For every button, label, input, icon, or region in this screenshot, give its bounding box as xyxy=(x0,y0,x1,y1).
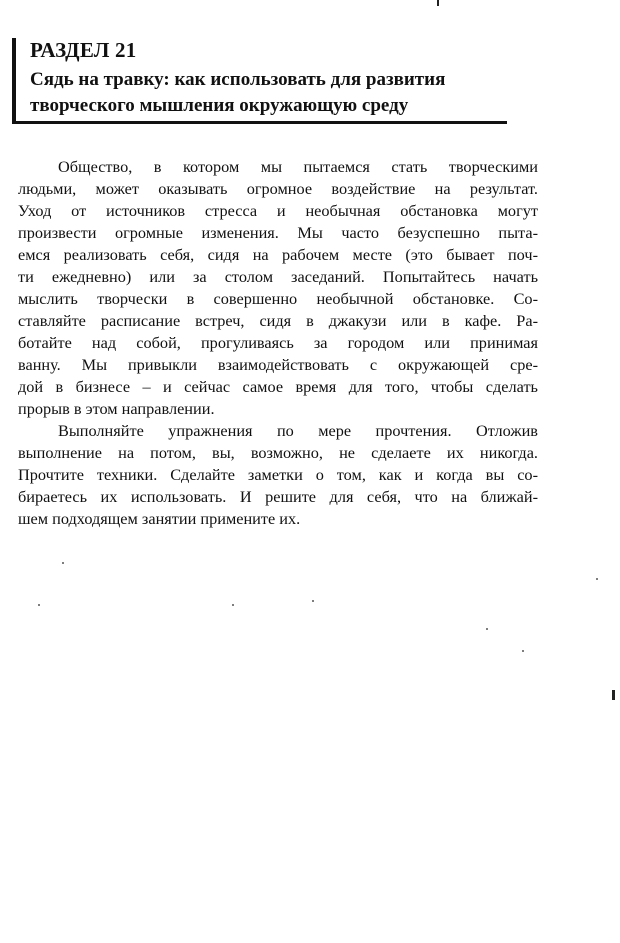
text-line: ботайте над собой, прогуливаясь за городом или принимая xyxy=(18,333,538,352)
text-line: Уход от источников стресса и необычная обстановка могут xyxy=(18,201,538,220)
scan-mark-edge xyxy=(612,690,615,700)
text-line: дой в бизнесе – и сейчас самое время для того, чтобы сделать xyxy=(18,377,538,396)
scan-speck xyxy=(62,562,64,564)
text-line: емся реализовать себя, сидя на рабочем месте (это бывает поч- xyxy=(18,245,538,264)
text-line: ставляйте расписание встреч, сидя в джакузи или в кафе. Ра- xyxy=(18,311,538,330)
scan-speck xyxy=(232,604,234,606)
section-header xyxy=(12,38,507,124)
scan-speck xyxy=(596,578,598,580)
body-text xyxy=(18,156,538,530)
scan-mark-top xyxy=(437,0,439,6)
scan-speck xyxy=(312,600,314,602)
text-line: бираетесь их использовать. И решите для себя, что на ближай- xyxy=(18,487,538,506)
text-line: мыслить творчески в совершенно необычной обстановке. Со- xyxy=(18,289,538,308)
paragraph-1 xyxy=(18,156,538,420)
scan-speck xyxy=(522,650,524,652)
text-line: Прочтите техники. Сделайте заметки о том, как и когда вы со- xyxy=(18,465,538,484)
text-line: произвести огромные изменения. Мы часто безуспешно пыта- xyxy=(18,223,538,242)
scan-speck xyxy=(38,604,40,606)
paragraph-2 xyxy=(18,420,538,530)
text-line: людьми, может оказывать огромное воздействие на результат. xyxy=(18,179,538,198)
text-line: шем подходящем занятии примените их. xyxy=(18,509,301,528)
section-title-line: творческого мышления окружающую среду xyxy=(30,95,409,116)
scan-speck xyxy=(486,628,488,630)
text-line: Общество, в котором мы пытаемся стать творческими xyxy=(58,157,538,176)
text-line: Выполняйте упражнения по мере прочтения. Отложив xyxy=(58,421,538,440)
section-title xyxy=(30,67,508,119)
text-line: ти ежедневно) или за столом заседаний. Попытайтесь начать xyxy=(18,267,538,286)
section-title-line: Сядь на травку: как использовать для развития xyxy=(30,69,446,90)
text-line: выполнение на потом, вы, возможно, не сделаете их никогда. xyxy=(18,443,538,462)
text-line: прорыв в этом направлении. xyxy=(18,399,215,418)
section-label: РАЗДЕЛ 21 xyxy=(30,38,137,62)
text-line: ванну. Мы привыкли взаимодействовать с окружающей сре- xyxy=(18,355,538,374)
